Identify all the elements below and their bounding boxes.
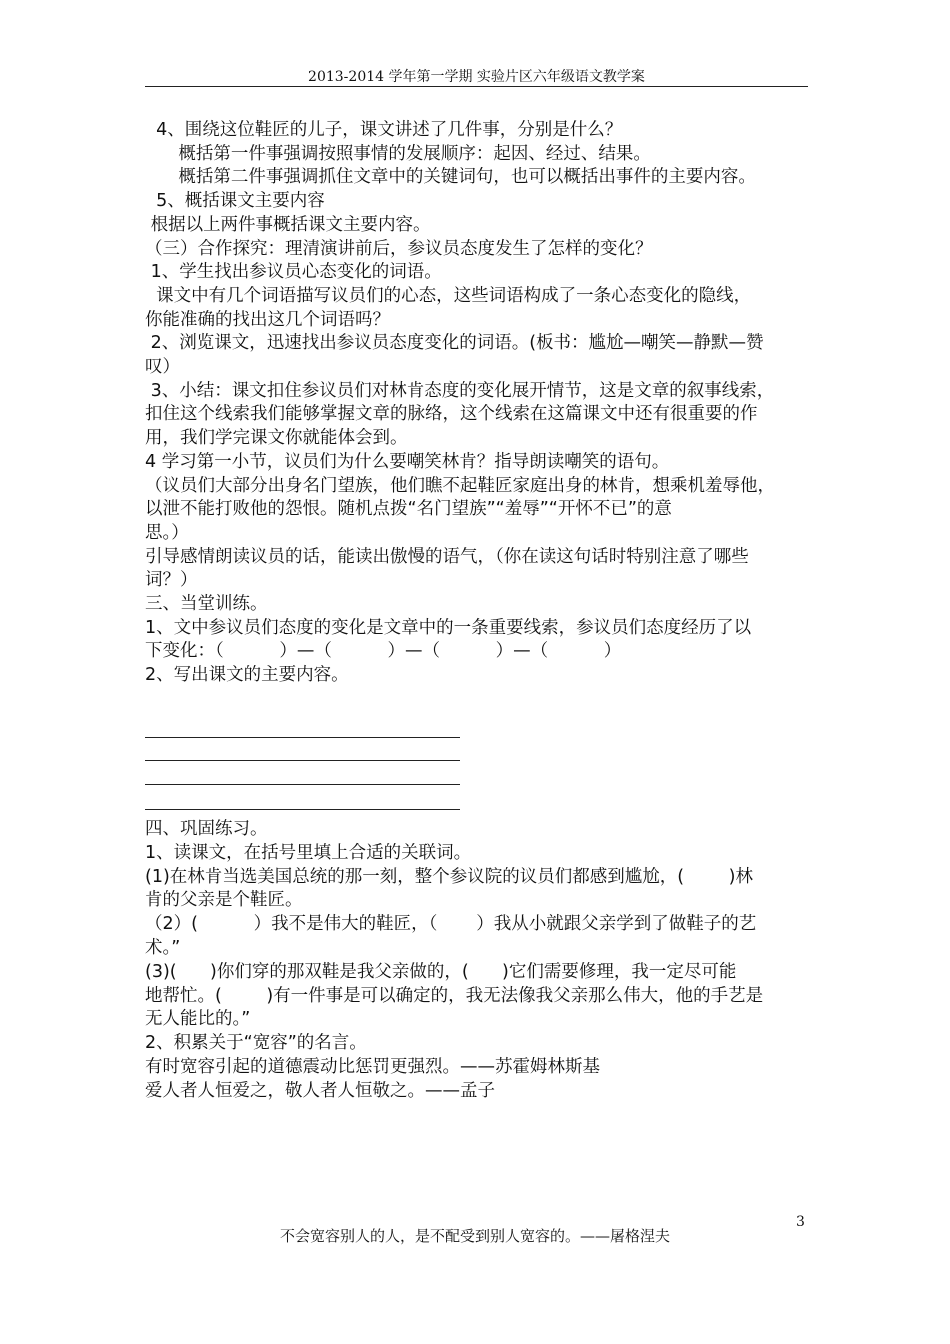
body-text-line: 无人能比的。” bbox=[145, 1009, 251, 1030]
body-text-line: 思。） bbox=[145, 522, 189, 543]
answer-blank-line[interactable] bbox=[145, 737, 460, 738]
body-text-line: 你能准确的找出这几个词语吗？ bbox=[145, 309, 390, 330]
body-text-line: 1、文中参议员们态度的变化是文章中的一条重要线索，参议员们态度经历了以 bbox=[145, 617, 752, 638]
body-text-line: （议员们大部分出身名门望族，他们瞧不起鞋匠家庭出身的林肯，想乘机羞辱他， bbox=[145, 475, 775, 496]
body-text-line: (1)在林肯当选美国总统的那一刻，整个参议院的议员们都感到尴尬，( )林 bbox=[145, 866, 753, 887]
body-text-line: 四、巩固练习。 bbox=[145, 819, 268, 839]
answer-blank-line[interactable] bbox=[145, 760, 460, 761]
body-text-line: 概括第一件事强调按照事情的发展顺序：起因、经过、结果。 bbox=[145, 143, 651, 164]
body-text-line: 叹） bbox=[145, 357, 180, 377]
body-text-line: 1、学生找出参议员心态变化的词语。 bbox=[145, 262, 442, 283]
body-text-line: 地帮忙。( )有一件事是可以确定的，我无法像我父亲那么伟大，他的手艺是 bbox=[145, 985, 764, 1006]
body-text-line: 术。” bbox=[145, 938, 181, 958]
body-text-line: 三、当堂训练。 bbox=[145, 594, 268, 614]
page-number: 3 bbox=[796, 1214, 805, 1230]
body-text-line: （三）合作探究：理清演讲前后，参议员态度发生了怎样的变化？ bbox=[145, 238, 653, 259]
body-text-line: 肯的父亲是个鞋匠。 bbox=[145, 890, 303, 911]
body-text-line: 课文中有几个词语描写议员们的心态，这些词语构成了一条心态变化的隐线， bbox=[145, 285, 752, 306]
body-text-line: 以泄不能打败他的怨恨。随机点拨“名门望族”“羞辱”“开怀不已”的意 bbox=[145, 499, 672, 520]
body-text-line: 下变化：（ ）—（ ）—（ ）—（ ） bbox=[145, 641, 622, 662]
body-text-line: 4 学习第一小节，议员们为什么要嘲笑林肯？指导朗读嘲笑的语句。 bbox=[145, 451, 670, 472]
answer-blank-line[interactable] bbox=[145, 784, 460, 785]
body-text-line: 5、概括课文主要内容 bbox=[145, 191, 325, 212]
body-text-line: (3)( )你们穿的那双鞋是我父亲做的，( )它们需要修理，我一定尽可能 bbox=[145, 961, 737, 982]
body-text-line: （2）( ）我不是伟大的鞋匠，（ ）我从小就跟父亲学到了做鞋子的艺 bbox=[145, 914, 757, 935]
body-text-line: 词？） bbox=[145, 570, 198, 591]
body-text-line: 3、小结：课文扣住参议员们对林肯态度的变化展开情节，这是文章的叙事线索， bbox=[145, 380, 775, 401]
body-text-line: 引导感情朗读议员的话，能读出傲慢的语气，（你在读这句话时特别注意了哪些 bbox=[145, 546, 749, 567]
body-text-line: 1、读课文，在括号里填上合适的关联词。 bbox=[145, 842, 472, 863]
page-header: 2013-2014 学年第一学期 实验片区六年级语文教学案 bbox=[308, 69, 645, 85]
body-text-line: 爱人者人恒爱之，敬人者人恒敬之。——孟子 bbox=[145, 1080, 495, 1101]
body-text-line: 2、积累关于“宽容”的名言。 bbox=[145, 1033, 367, 1054]
body-text-line: 4、围绕这位鞋匠的儿子，课文讲述了几件事，分别是什么？ bbox=[145, 120, 623, 140]
body-text-line: 概括第二件事强调抓住文章中的关键词句，也可以概括出事件的主要内容。 bbox=[145, 167, 756, 188]
footer-quote: 不会宽容别人的人，是不配受到别人宽容的。——屠格涅夫 bbox=[279, 1227, 670, 1245]
body-text-line: 根据以上两件事概括课文主要内容。 bbox=[145, 214, 431, 235]
answer-blank-line[interactable] bbox=[145, 809, 460, 810]
body-text-line: 有时宽容引起的道德震动比惩罚更强烈。——苏霍姆林斯基 bbox=[145, 1057, 600, 1077]
body-text-line: 2、浏览课文，迅速找出参议员态度变化的词语。(板书：尴尬—嘲笑—静默—赞 bbox=[145, 333, 764, 354]
header-rule bbox=[145, 86, 808, 87]
body-text-line: 2、写出课文的主要内容。 bbox=[145, 665, 349, 686]
body-text-line: 扣住这个线索我们能够掌握文章的脉络，这个线索在这篇课文中还有很重要的作 bbox=[145, 404, 758, 425]
body-text-line: 用，我们学完课文你就能体会到。 bbox=[145, 428, 408, 449]
